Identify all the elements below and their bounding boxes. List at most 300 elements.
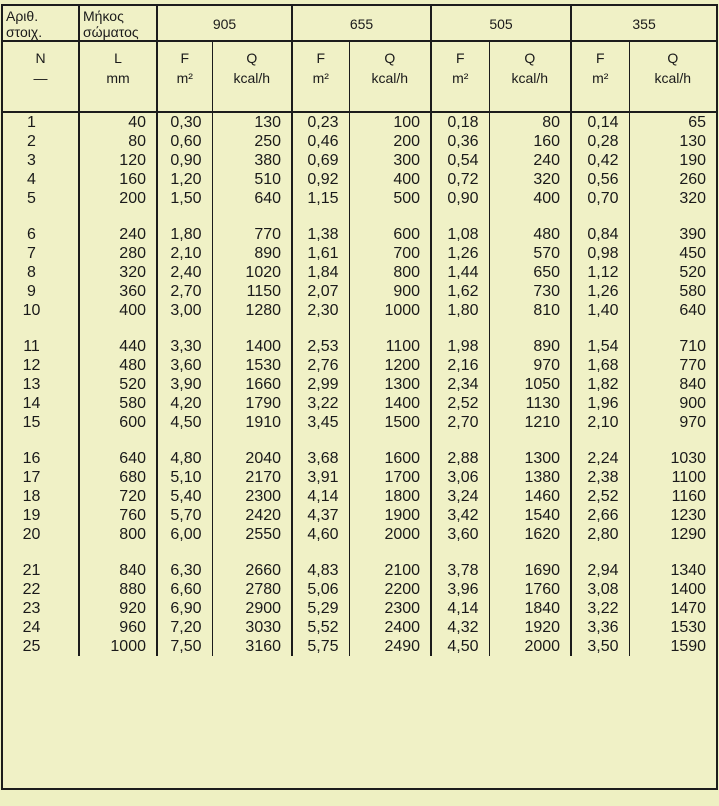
spacer-cell	[431, 208, 489, 225]
cell-f-655: 2,07	[292, 282, 349, 301]
spacer-cell	[157, 208, 212, 225]
cell-f-655: 0,69	[292, 151, 349, 170]
cell-q-905: 510	[212, 170, 292, 189]
spacer-cell	[489, 544, 571, 561]
cell-q-355: 1030	[629, 449, 716, 468]
cell-q-655: 300	[349, 151, 431, 170]
spacer-cell	[571, 432, 629, 449]
cell-n: 15	[22, 414, 41, 431]
cell-f-355: 3,36	[571, 618, 629, 637]
cell-q-355: 640	[629, 301, 716, 320]
cell-f-505: 1,62	[431, 282, 489, 301]
cell-q-505: 160	[489, 132, 571, 151]
cell-q-355: 1470	[629, 599, 716, 618]
cell-q-505: 1210	[489, 413, 571, 432]
table-row	[3, 561, 716, 580]
cell-n: 8	[27, 264, 36, 281]
header-n-unit	[3, 41, 79, 112]
cell-n: 2	[27, 133, 36, 150]
cell-q-905: 2550	[212, 525, 292, 544]
cell-q-505: 240	[489, 151, 571, 170]
spacer-cell	[629, 208, 716, 225]
cell-length: 400	[79, 301, 157, 320]
cell-q-355: 1340	[629, 561, 716, 580]
cell-n: 14	[22, 395, 41, 412]
cell-f-905: 7,50	[157, 637, 212, 656]
cell-q-355: 260	[629, 170, 716, 189]
header-f-m2: m²	[592, 70, 609, 86]
cell-length: 760	[79, 506, 157, 525]
cell-q-655: 1100	[349, 337, 431, 356]
cell-q-505: 320	[489, 170, 571, 189]
cell-q-505: 80	[489, 112, 571, 132]
header-n-symbol: N	[35, 50, 46, 66]
cell-q-355: 1590	[629, 637, 716, 656]
cell-f-655: 2,99	[292, 375, 349, 394]
spacer-cell	[629, 544, 716, 561]
cell-length: 960	[79, 618, 157, 637]
header-q-kcal: kcal/h	[654, 70, 692, 86]
cell-q-655: 1300	[349, 375, 431, 394]
cell-f-905: 2,70	[157, 282, 212, 301]
cell-f-505: 2,34	[431, 375, 489, 394]
table-row	[3, 170, 716, 189]
cell-f-355: 2,38	[571, 468, 629, 487]
cell-q-505: 650	[489, 263, 571, 282]
table-row	[3, 225, 716, 244]
cell-q-655: 1600	[349, 449, 431, 468]
cell-f-505: 3,78	[431, 561, 489, 580]
cell-f-355: 0,56	[571, 170, 629, 189]
cell-f-355: 0,84	[571, 225, 629, 244]
cell-n: 9	[27, 283, 36, 300]
cell-length: 120	[79, 151, 157, 170]
table-row	[3, 337, 716, 356]
cell-n: 24	[22, 619, 41, 636]
cell-q-905: 1660	[212, 375, 292, 394]
cell-n: 1	[27, 114, 36, 131]
cell-f-355: 1,68	[571, 356, 629, 375]
table-row	[3, 394, 716, 413]
spacer-cell	[79, 432, 157, 449]
cell-q-655: 1000	[349, 301, 431, 320]
cell-length: 600	[79, 413, 157, 432]
cell-q-505: 1540	[489, 506, 571, 525]
cell-q-905: 1530	[212, 356, 292, 375]
cell-length: 1000	[79, 637, 157, 656]
header-f-unit	[431, 41, 489, 112]
cell-f-355: 0,98	[571, 244, 629, 263]
header-n-dash: —	[33, 70, 48, 86]
cell-f-355: 0,70	[571, 189, 629, 208]
cell-length: 800	[79, 525, 157, 544]
cell-f-905: 7,20	[157, 618, 212, 637]
spacer-cell	[3, 208, 79, 225]
cell-f-355: 2,24	[571, 449, 629, 468]
group-spacer	[3, 320, 716, 337]
cell-q-905: 1910	[212, 413, 292, 432]
table-row	[3, 244, 716, 263]
cell-q-355: 770	[629, 356, 716, 375]
cell-q-505: 890	[489, 337, 571, 356]
header-f-symbol: F	[456, 50, 465, 66]
cell-f-505: 1,26	[431, 244, 489, 263]
cell-q-505: 1840	[489, 599, 571, 618]
cell-f-355: 2,80	[571, 525, 629, 544]
cell-length: 280	[79, 244, 157, 263]
cell-q-655: 800	[349, 263, 431, 282]
cell-f-655: 1,38	[292, 225, 349, 244]
table-row	[3, 282, 716, 301]
cell-length: 720	[79, 487, 157, 506]
header-q-symbol: Q	[667, 50, 679, 66]
cell-n: 7	[27, 245, 36, 262]
cell-f-355: 3,50	[571, 637, 629, 656]
cell-q-905: 380	[212, 151, 292, 170]
cell-q-655: 2490	[349, 637, 431, 656]
header-q-kcal: kcal/h	[511, 70, 549, 86]
cell-f-655: 0,92	[292, 170, 349, 189]
cell-n: 5	[27, 190, 36, 207]
cell-q-355: 970	[629, 413, 716, 432]
cell-q-655: 1400	[349, 394, 431, 413]
cell-f-905: 3,30	[157, 337, 212, 356]
cell-length: 80	[79, 132, 157, 151]
header-f-m2: m²	[452, 70, 469, 86]
cell-f-505: 0,36	[431, 132, 489, 151]
cell-f-905: 1,80	[157, 225, 212, 244]
cell-f-655: 1,84	[292, 263, 349, 282]
cell-f-655: 5,06	[292, 580, 349, 599]
cell-length: 360	[79, 282, 157, 301]
cell-q-355: 190	[629, 151, 716, 170]
cell-length: 440	[79, 337, 157, 356]
spacer-cell	[629, 320, 716, 337]
header-f-m2: m²	[176, 70, 193, 86]
spacer-cell	[349, 544, 431, 561]
cell-length: 640	[79, 449, 157, 468]
cell-q-655: 1800	[349, 487, 431, 506]
header-q-unit	[489, 41, 571, 112]
table-row	[3, 413, 716, 432]
cell-q-905: 2660	[212, 561, 292, 580]
cell-q-905: 3030	[212, 618, 292, 637]
cell-f-905: 4,80	[157, 449, 212, 468]
cell-f-505: 3,24	[431, 487, 489, 506]
spacer-cell	[212, 208, 292, 225]
cell-q-505: 810	[489, 301, 571, 320]
cell-length: 580	[79, 394, 157, 413]
header-q-unit	[349, 41, 431, 112]
spacer-cell	[157, 432, 212, 449]
spacer-cell	[431, 432, 489, 449]
cell-q-905: 1280	[212, 301, 292, 320]
spacer-cell	[157, 544, 212, 561]
table-row	[3, 263, 716, 282]
spacer-cell	[431, 320, 489, 337]
cell-f-355: 3,22	[571, 599, 629, 618]
cell-q-905: 1400	[212, 337, 292, 356]
cell-q-355: 1400	[629, 580, 716, 599]
cell-q-905: 2780	[212, 580, 292, 599]
cell-f-505: 4,14	[431, 599, 489, 618]
spacer-cell	[349, 208, 431, 225]
spacer-cell	[292, 320, 349, 337]
cell-q-505: 1130	[489, 394, 571, 413]
header-f-unit	[571, 41, 629, 112]
cell-f-655: 4,60	[292, 525, 349, 544]
cell-q-655: 100	[349, 112, 431, 132]
cell-f-505: 1,44	[431, 263, 489, 282]
cell-length: 520	[79, 375, 157, 394]
cell-f-905: 6,90	[157, 599, 212, 618]
cell-f-905: 1,50	[157, 189, 212, 208]
cell-q-355: 1100	[629, 468, 716, 487]
cell-q-505: 970	[489, 356, 571, 375]
radiator-output-table	[3, 6, 716, 656]
cell-n: 20	[22, 526, 41, 543]
cell-q-655: 2000	[349, 525, 431, 544]
group-spacer	[3, 432, 716, 449]
cell-f-355: 1,40	[571, 301, 629, 320]
cell-length: 840	[79, 561, 157, 580]
cell-q-905: 2040	[212, 449, 292, 468]
cell-q-655: 2200	[349, 580, 431, 599]
cell-f-655: 3,91	[292, 468, 349, 487]
cell-n: 16	[22, 450, 41, 467]
spacer-cell	[212, 544, 292, 561]
header-q-symbol: Q	[384, 50, 396, 66]
header-l-mm: mm	[106, 70, 130, 86]
cell-q-905: 2420	[212, 506, 292, 525]
cell-q-355: 130	[629, 132, 716, 151]
cell-q-505: 1460	[489, 487, 571, 506]
header-group-655: 655	[292, 6, 431, 41]
spacer-cell	[489, 320, 571, 337]
cell-f-505: 2,16	[431, 356, 489, 375]
cell-f-355: 0,14	[571, 112, 629, 132]
group-spacer	[3, 208, 716, 225]
header-f-symbol: F	[596, 50, 605, 66]
cell-q-355: 320	[629, 189, 716, 208]
table-row	[3, 151, 716, 170]
cell-f-655: 1,61	[292, 244, 349, 263]
spacer-cell	[3, 432, 79, 449]
cell-q-905: 2170	[212, 468, 292, 487]
cell-length: 160	[79, 170, 157, 189]
header-q-kcal: kcal/h	[233, 70, 271, 86]
cell-f-505: 2,88	[431, 449, 489, 468]
cell-f-905: 5,70	[157, 506, 212, 525]
cell-f-905: 5,40	[157, 487, 212, 506]
cell-f-655: 3,68	[292, 449, 349, 468]
cell-length: 240	[79, 225, 157, 244]
cell-f-355: 1,82	[571, 375, 629, 394]
cell-f-655: 1,15	[292, 189, 349, 208]
cell-q-505: 1380	[489, 468, 571, 487]
cell-q-655: 1900	[349, 506, 431, 525]
header-q-kcal: kcal/h	[371, 70, 409, 86]
cell-q-905: 2900	[212, 599, 292, 618]
table-row	[3, 112, 716, 132]
spacer-cell	[571, 544, 629, 561]
cell-n: 4	[27, 171, 36, 188]
cell-f-905: 3,90	[157, 375, 212, 394]
cell-f-505: 2,70	[431, 413, 489, 432]
header-l-symbol: L	[114, 50, 122, 66]
cell-length: 200	[79, 189, 157, 208]
cell-f-505: 0,90	[431, 189, 489, 208]
cell-n: 21	[22, 562, 41, 579]
cell-f-905: 6,60	[157, 580, 212, 599]
cell-q-655: 700	[349, 244, 431, 263]
cell-f-655: 5,75	[292, 637, 349, 656]
table-row	[3, 506, 716, 525]
table-row	[3, 618, 716, 637]
cell-q-505: 1920	[489, 618, 571, 637]
header-q-symbol: Q	[524, 50, 536, 66]
cell-q-505: 570	[489, 244, 571, 263]
cell-f-655: 5,52	[292, 618, 349, 637]
spacer-cell	[157, 320, 212, 337]
table-row	[3, 449, 716, 468]
header-f-symbol: F	[180, 50, 190, 66]
header-q-unit	[212, 41, 292, 112]
cell-f-505: 0,72	[431, 170, 489, 189]
cell-q-355: 1160	[629, 487, 716, 506]
cell-q-905: 250	[212, 132, 292, 151]
cell-f-355: 1,96	[571, 394, 629, 413]
cell-f-505: 4,50	[431, 637, 489, 656]
cell-n: 13	[22, 376, 41, 393]
spacer-cell	[3, 544, 79, 561]
header-q-unit	[629, 41, 716, 112]
cell-q-905: 640	[212, 189, 292, 208]
cell-q-505: 1620	[489, 525, 571, 544]
table-row	[3, 375, 716, 394]
table-body	[3, 112, 716, 656]
cell-q-505: 1300	[489, 449, 571, 468]
cell-n: 12	[22, 357, 41, 374]
table-row	[3, 580, 716, 599]
table-row	[3, 487, 716, 506]
header-group-505: 505	[431, 6, 571, 41]
cell-q-905: 2300	[212, 487, 292, 506]
cell-q-505: 400	[489, 189, 571, 208]
cell-f-655: 2,76	[292, 356, 349, 375]
table-row	[3, 356, 716, 375]
cell-q-905: 130	[212, 112, 292, 132]
cell-f-905: 2,10	[157, 244, 212, 263]
cell-n: 6	[27, 226, 36, 243]
cell-q-905: 1790	[212, 394, 292, 413]
cell-n: 18	[22, 488, 41, 505]
header-n-title: Αριθ. στοιχ.	[3, 6, 79, 41]
cell-q-355: 1530	[629, 618, 716, 637]
cell-f-905: 0,90	[157, 151, 212, 170]
cell-f-905: 3,00	[157, 301, 212, 320]
radiator-table-page	[1, 4, 718, 790]
cell-q-355: 520	[629, 263, 716, 282]
cell-f-905: 4,50	[157, 413, 212, 432]
cell-n: 19	[22, 507, 41, 524]
header-f-m2: m²	[312, 70, 329, 86]
cell-q-355: 1230	[629, 506, 716, 525]
cell-q-905: 1020	[212, 263, 292, 282]
spacer-cell	[489, 432, 571, 449]
spacer-cell	[571, 208, 629, 225]
cell-f-905: 6,30	[157, 561, 212, 580]
cell-f-655: 4,83	[292, 561, 349, 580]
cell-f-905: 0,60	[157, 132, 212, 151]
cell-n: 11	[23, 338, 40, 355]
cell-f-905: 4,20	[157, 394, 212, 413]
cell-q-655: 1700	[349, 468, 431, 487]
cell-q-505: 1760	[489, 580, 571, 599]
group-spacer	[3, 544, 716, 561]
table-row	[3, 599, 716, 618]
spacer-cell	[212, 320, 292, 337]
cell-q-905: 3160	[212, 637, 292, 656]
cell-f-655: 5,29	[292, 599, 349, 618]
cell-f-905: 3,60	[157, 356, 212, 375]
cell-q-905: 890	[212, 244, 292, 263]
cell-q-905: 1150	[212, 282, 292, 301]
cell-q-505: 2000	[489, 637, 571, 656]
spacer-cell	[292, 544, 349, 561]
header-l-unit	[79, 41, 157, 112]
cell-q-355: 840	[629, 375, 716, 394]
cell-q-355: 900	[629, 394, 716, 413]
header-group-355: 355	[571, 6, 716, 41]
cell-f-655: 3,45	[292, 413, 349, 432]
cell-q-505: 1050	[489, 375, 571, 394]
cell-n: 17	[22, 469, 41, 486]
cell-n: 23	[22, 600, 41, 617]
cell-q-505: 1690	[489, 561, 571, 580]
cell-length: 40	[79, 112, 157, 132]
spacer-cell	[349, 320, 431, 337]
cell-length: 920	[79, 599, 157, 618]
cell-f-505: 3,60	[431, 525, 489, 544]
cell-q-355: 390	[629, 225, 716, 244]
cell-f-505: 3,42	[431, 506, 489, 525]
cell-f-905: 6,00	[157, 525, 212, 544]
header-row-groups	[3, 6, 716, 41]
cell-q-655: 2400	[349, 618, 431, 637]
cell-f-505: 1,98	[431, 337, 489, 356]
table-row	[3, 637, 716, 656]
cell-f-355: 2,66	[571, 506, 629, 525]
cell-q-655: 500	[349, 189, 431, 208]
cell-length: 680	[79, 468, 157, 487]
cell-length: 880	[79, 580, 157, 599]
cell-f-505: 1,80	[431, 301, 489, 320]
cell-f-655: 0,23	[292, 112, 349, 132]
cell-q-655: 400	[349, 170, 431, 189]
cell-f-505: 2,52	[431, 394, 489, 413]
cell-q-905: 770	[212, 225, 292, 244]
table-row	[3, 525, 716, 544]
cell-q-355: 710	[629, 337, 716, 356]
cell-q-655: 1500	[349, 413, 431, 432]
cell-f-505: 4,32	[431, 618, 489, 637]
cell-q-655: 2100	[349, 561, 431, 580]
cell-length: 480	[79, 356, 157, 375]
spacer-cell	[79, 320, 157, 337]
cell-f-355: 2,94	[571, 561, 629, 580]
cell-f-905: 5,10	[157, 468, 212, 487]
